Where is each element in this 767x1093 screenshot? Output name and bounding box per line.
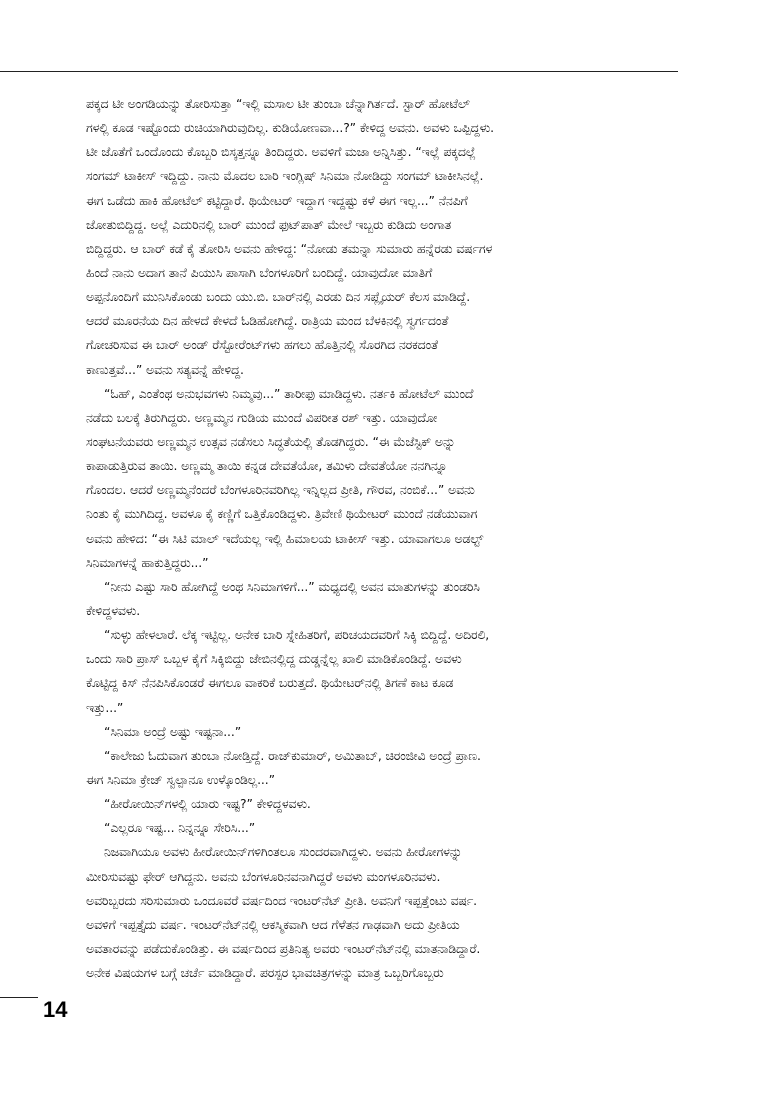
text-line: ಇತ್ತು...” xyxy=(86,699,124,715)
text-line: ಸಂಘಟನೆಯವರು ಅಣ್ಣಮ್ಮನ ಉತ್ಸವ ನಡೆಸಲು ಸಿದ್ಧತೆಯಲ್ಲಿ ತೊಡಗಿದ್ದರು. “ಈ ಮೆಜೆಸ್ಟಿಕ್ ಅನ್ನು xyxy=(86,433,456,449)
text-line: ಅವನು ಹೇಳಿದ: “ಈ ಸಿಟಿ ಮಾಲ್ ಇದೆಯಲ್ಲ ಇಲ್ಲಿ ಹಿಮಾಲಯ ಟಾಕೀಸ್ ಇತ್ತು. ಯಾವಾಗಲೂ ಅಡಲ್ಟ್ xyxy=(86,530,484,546)
text-line: “ನೀನು ಎಷ್ಟು ಸಾರಿ ಹೋಗಿದ್ದೆ ಅಂಥ ಸಿನಿಮಾಗಳಿಗೆ...” ಮಧ್ಯದಲ್ಲಿ ಅವನ ಮಾತುಗಳನ್ನು ತುಂಡರಿಸಿ xyxy=(104,578,480,594)
text-line: ಗಳಲ್ಲಿ ಕೂಡ ಇಷ್ಟೊಂದು ರುಚಿಯಾಗಿರುವುದಿಲ್ಲ. ಕುಡಿಯೋಣವಾ...?” ಕೇಳಿದ್ದ ಅವನು. ಅವಳು ಒಪ್ಪಿದ್ದಳು. xyxy=(86,120,495,136)
text-line: “ಕಾಲೇಜು ಓದುವಾಗ ತುಂಬಾ ನೋಡ್ತಿದ್ದೆ. ರಾಜ್‌ಕುಮಾರ್, ಅಮಿತಾಬ್, ಚಿರಂಜೀವಿ ಅಂದ್ರೆ ಪ್ರಾಣ. xyxy=(104,747,481,763)
text-line: ಕಾಪಾಡುತ್ತಿರುವ ತಾಯಿ. ಅಣ್ಣಮ್ಮ ತಾಯಿ ಕನ್ನಡ ದೇವತೆಯೋ, ತಮಿಳು ದೇವತೆಯೋ ನನಗಿನ್ನೂ xyxy=(86,458,448,474)
text-line: “ಓಹ್, ಎಂತೆಂಥ ಅನುಭವಗಳು ನಿಮ್ಮವು...” ತಾರೀಫು ಮಾಡಿದ್ದಳು. ನರ್ತಕಿ ಹೋಟೆಲ್ ಮುಂದೆ xyxy=(104,385,474,401)
text-line: ನಿಜವಾಗಿಯೂ ಅವಳು ಹೀರೋಯಿನ್‌ಗಳಿಗಿಂತಲೂ ಸುಂದರವಾಗಿದ್ದಳು. ಅವನು ಹೀರೋಗಳನ್ನು xyxy=(104,844,463,860)
text-line: ಕಾಣುತ್ತವೆ...” ಅವನು ಸತ್ಯವನ್ನೆ ಹೇಳಿದ್ದ. xyxy=(86,361,244,377)
text-line: ಕೇಳಿದ್ದಳವಳು. xyxy=(86,602,141,618)
page-number: 14 xyxy=(43,997,68,1022)
text-line: “ಎಲ್ಲರೂ ಇಷ್ಟ... ನಿನ್ನನ್ನೂ ಸೇರಿಸಿ...” xyxy=(104,820,256,836)
text-line: ಗೊಂದಲ. ಆದರೆ ಅಣ್ಣಮ್ಮನೆಂದರೆ ಬೆಂಗಳೂರಿನವರಿಗಿಲ್ಲ ಇನ್ನಿಲ್ಲದ ಪ್ರೀತಿ, ಗೌರವ, ನಂಬಿಕೆ...” ಅವನು xyxy=(86,482,475,498)
text-line: ಅವತಾರವನ್ನು ಪಡೆದುಕೊಂಡಿತ್ತು. ಈ ವರ್ಷದಿಂದ ಪ್ರತಿನಿತ್ಯ ಅವರು ಇಂಟರ್‌ನೆಟ್‌ನಲ್ಲಿ ಮಾತನಾಡಿದ್ದಾರೆ. xyxy=(86,940,481,956)
top-rule xyxy=(0,71,678,72)
text-line: ನಿಂತು ಕೈ ಮುಗಿದಿದ್ದ. ಅವಳೂ ಕೈ ಕಣ್ಣಿಗೆ ಒತ್ತಿಕೊಂಡಿದ್ದಳು. ತ್ರಿವೇಣಿ ಥಿಯೇಟರ್ ಮುಂದೆ ನಡೆಯುವಾಗ xyxy=(86,506,478,522)
text-line: ಪಕ್ಕದ ಟೀ ಅಂಗಡಿಯನ್ನು ತೋರಿಸುತ್ತಾ “ಇಲ್ಲಿ ಮಸಾಲ ಟೀ ತುಂಬಾ ಚೆನ್ನಾಗಿರ್ತದೆ. ಸ್ಟಾರ್ ಹೋಟೆಲ್ xyxy=(86,96,470,111)
text-line: ಆದರೆ ಮೂರನೆಯ ದಿನ ಹೇಳದೆ ಕೇಳದೆ ಓಡಿಹೋಗಿದ್ದೆ. ರಾತ್ರಿಯ ಮಂದ ಬೆಳಕಿನಲ್ಲಿ ಸ್ವರ್ಗದಂತೆ xyxy=(86,313,449,329)
text-line: “ಸುಳ್ಳು ಹೇಳಲಾರೆ. ಲೆಕ್ಕ ಇಟ್ಟಿಲ್ಲ. ಅನೇಕ ಬಾರಿ ಸ್ನೇಹಿತರಿಗೆ, ಪರಿಚಯದವರಿಗೆ ಸಿಕ್ಕಿ ಬಿದ್ದಿದ್ದೆ. ಅದಿರಲಿ, xyxy=(104,627,490,643)
text-line: ಒಂದು ಸಾರಿ ಪ್ರಾಸ್ ಒಬ್ಬಳ ಕೈಗೆ ಸಿಕ್ಕಿಬಿದ್ದು ಜೇಬಿನಲ್ಲಿದ್ದ ದುಡ್ಡನ್ನೆಲ್ಲ ಖಾಲಿ ಮಾಡಿಕೊಂಡಿದ್ದೆ. ಅವಳು xyxy=(86,651,462,667)
text-line: ಟೀ ಜೊತೆಗೆ ಒಂದೊಂದು ಕೊಬ್ಬರಿ ಬಿಸ್ಕತ್ತನ್ನೂ ತಿಂದಿದ್ದರು. ಅವಳಿಗೆ ಮಜಾ ಅನ್ನಿಸಿತ್ತು. “ಇಲ್ಲೆ ಪಕ್ಕದಲ್ಲೆ xyxy=(86,144,476,160)
text-line: ಅವಳಿಗೆ ಇಪ್ಪತ್ತೈದು ವರ್ಷ. ಇಂಟರ್‌ನೆಟ್‌ನಲ್ಲಿ ಆಕಸ್ಮಿಕವಾಗಿ ಆದ ಗೆಳೆತನ ಗಾಢವಾಗಿ ಅದು ಪ್ರೀತಿಯ xyxy=(86,916,460,932)
text-line: ಈಗ ಒಡೆದು ಹಾಕಿ ಹೋಟೆಲ್ ಕಟ್ಟಿದ್ದಾರೆ. ಥಿಯೇಟರ್ ಇದ್ದಾಗ ಇದ್ದಷ್ಟು ಕಳೆ ಈಗ ಇಲ್ಲ...” ನೆನಪಿಗೆ xyxy=(86,192,468,208)
text-line: ಜೋತುಬಿದ್ದಿದ್ದ. ಅಲ್ಲೆ ಎದುರಿನಲ್ಲಿ ಬಾರ್ ಮುಂದೆ ಫುಟ್‌ಪಾತ್ ಮೇಲೆ ಇಬ್ಬರು ಕುಡಿದು ಅಂಗಾತ xyxy=(86,216,452,232)
text-line: “ಸಿನಿಮಾ ಅಂದ್ರೆ ಅಷ್ಟು ಇಷ್ಟನಾ...” xyxy=(104,723,242,739)
text-line: ಗೋಚರಿಸುವ ಈ ಬಾರ್ ಅಂಡ್ ರೆಸ್ಟೋರೆಂಟ್‌ಗಳು ಹಗಲು ಹೊತ್ತಿನಲ್ಲಿ ಸೊರಗಿದ ನರಕದಂತೆ xyxy=(86,337,438,353)
text-line: ಅಪ್ಪನೊಂದಿಗೆ ಮುನಿಸಿಕೊಂಡು ಬಂದು ಯು.ಬಿ. ಬಾರ್‌ನಲ್ಲಿ ಎರಡು ದಿನ ಸಪ್ಲೈಯರ್ ಕೆಲಸ ಮಾಡಿದ್ದೆ. xyxy=(86,289,471,305)
text-line: ನಡೆದು ಬಲಕ್ಕೆ ತಿರುಗಿದ್ದರು. ಅಣ್ಣಮ್ಮನ ಗುಡಿಯ ಮುಂದೆ ವಿಪರೀತ ರಶ್ ಇತ್ತು. ಯಾವುದೋ xyxy=(86,409,438,425)
text-line: ಮೀರಿಸುವಷ್ಟು ಫೇರ್ ಆಗಿದ್ದನು. ಅವನು ಬೆಂಗಳೂರಿನವನಾಗಿದ್ದರೆ ಅವಳು ಮಂಗಳೂರಿನವಳು. xyxy=(86,868,441,884)
text-line: ಈಗ ಸಿನಿಮಾ ಕ್ರೇಜ್ ಸ್ವಲ್ಪಾನೂ ಉಳ್ಕೊಂಡಿಲ್ಲ...” xyxy=(86,771,275,787)
text-line: ಅವರಿಬ್ಬರದು ಸರಿಸುಮಾರು ಒಂದೂವರೆ ವರ್ಷದಿಂದ ಇಂಟರ್‌ನೆಟ್ ಪ್ರೀತಿ. ಅವನಿಗೆ ಇಪ್ಪತ್ತೆಂಟು ವರ್ಷ. xyxy=(86,892,478,908)
text-line: ಬಿದ್ದಿದ್ದರು. ಆ ಬಾರ್ ಕಡೆ ಕೈ ತೋರಿಸಿ ಅವನು ಹೇಳಿದ್ದ: “ನೋಡು ತಮನ್ನಾ ಸುಮಾರು ಹನ್ನೆರಡು ವರ್ಷಗಳ xyxy=(86,240,493,256)
text-line: “ಹೀರೋಯಿನ್‌ಗಳಲ್ಲಿ ಯಾರು ಇಷ್ಟ?” ಕೇಳಿದ್ದಳವಳು. xyxy=(104,796,311,812)
text-line: ಸಂಗಮ್ ಟಾಕೀಸ್ ಇದ್ದಿದ್ದು. ನಾನು ಮೊದಲ ಬಾರಿ ಇಂಗ್ಲಿಷ್ ಸಿನಿಮಾ ನೋಡಿದ್ದು ಸಂಗಮ್ ಟಾಕೀಸಿನಲ್ಲೆ. xyxy=(86,168,484,184)
text-line: ಹಿಂದೆ ನಾನು ಅದಾಗ ತಾನೆ ಪಿಯುಸಿ ಪಾಸಾಗಿ ಬೆಂಗಳೂರಿಗೆ ಬಂದಿದ್ದೆ. ಯಾವುದೋ ಮಾತಿಗೆ xyxy=(86,264,433,280)
text-line: ಕೊಟ್ಟಿದ್ದ ಕಿಸ್ ನೆನಪಿಸಿಕೊಂಡರೆ ಈಗಲೂ ವಾಕರಿಕೆ ಬರುತ್ತದೆ. ಥಿಯೇಟರ್‌ನಲ್ಲಿ ತಿಗಣೆ ಕಾಟ ಕೂಡ xyxy=(86,675,454,691)
text-line: ಅನೇಕ ವಿಷಯಗಳ ಬಗ್ಗೆ ಚರ್ಚೆ ಮಾಡಿದ್ದಾರೆ. ಪರಸ್ಪರ ಭಾವಚಿತ್ರಗಳನ್ನು ಮಾತ್ರ ಒಬ್ಬರಿಗೊಬ್ಬರು xyxy=(86,965,444,981)
page-number-rule xyxy=(0,997,38,998)
text-line: ಸಿನಿಮಾಗಳನ್ನೆ ಹಾಕುತ್ತಿದ್ದರು...” xyxy=(86,554,209,570)
body-text xyxy=(86,92,682,985)
